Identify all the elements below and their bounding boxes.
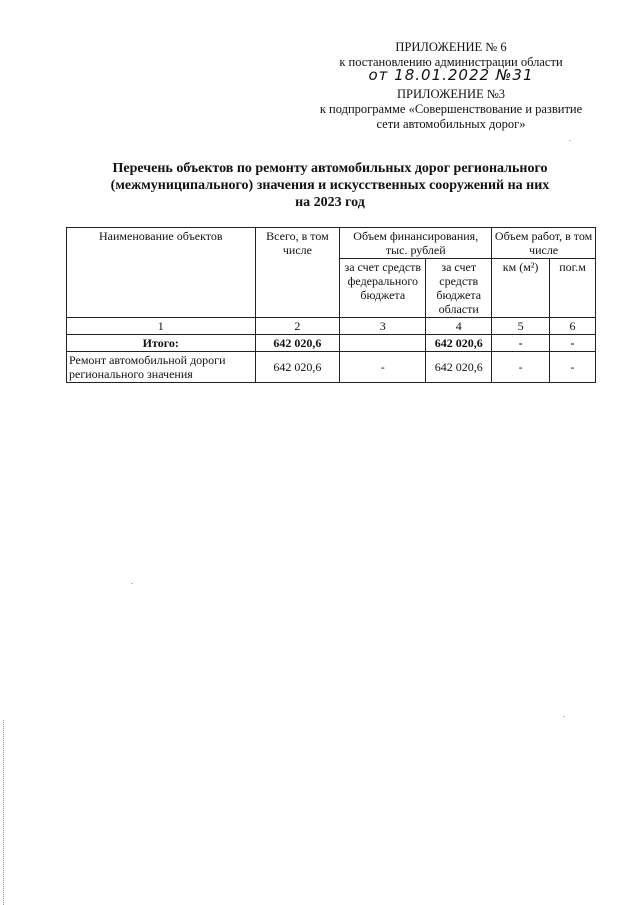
column-number: 2: [255, 318, 340, 335]
row-name: Итого:: [67, 335, 256, 352]
objects-table: [66, 227, 596, 383]
row-km: -: [492, 335, 550, 352]
row-km: -: [492, 352, 550, 383]
scan-speck: [569, 140, 571, 141]
row-federal: -: [340, 352, 426, 383]
row-total: 642 020,6: [255, 335, 340, 352]
column-number: 5: [492, 318, 550, 335]
column-number-row: [67, 318, 596, 335]
document-title: [70, 160, 590, 211]
scan-speck: [563, 716, 565, 717]
row-regional: 642 020,6: [426, 335, 492, 352]
header-financing: Объем финансирования, тыс. рублей: [340, 228, 492, 259]
appendix-3-label: ПРИЛОЖЕНИЕ №3: [396, 87, 506, 101]
header-total: Всего, в том числе: [255, 228, 340, 318]
column-number: 1: [67, 318, 256, 335]
appendix-6-label: ПРИЛОЖЕНИЕ № 6: [395, 40, 507, 54]
handwritten-date-number: от 18.01.2022 №31: [368, 66, 534, 84]
resolution-reference: к постановлению администрации области: [339, 55, 563, 69]
row-total: 642 020,6: [255, 352, 340, 383]
header-work-volume: Объем работ, в том числе: [492, 228, 596, 259]
appendix-header: [306, 40, 596, 132]
header-name: Наименование объектов: [67, 228, 256, 318]
row-pog: -: [550, 352, 596, 383]
subprogram-line-2: сети автомобильных дорог»: [376, 117, 526, 131]
table-row-total: [67, 335, 596, 352]
subprogram-line-1: к подпрограмме «Совершенствование и развитие: [319, 102, 583, 116]
title-line-3: на 2023 год: [295, 195, 365, 210]
scan-speck: [131, 583, 133, 584]
table-row: [67, 352, 596, 383]
column-number: 6: [550, 318, 596, 335]
table-header-row: [67, 228, 596, 259]
row-regional: 642 020,6: [426, 352, 492, 383]
header-km: км (м²): [492, 259, 550, 318]
column-number: 3: [340, 318, 426, 335]
column-number: 4: [426, 318, 492, 335]
title-line-1: Перечень объектов по ремонту автомобильных дорог регионального: [112, 161, 548, 176]
row-federal: [340, 335, 426, 352]
header-regional: за счет средств бюджета области: [426, 259, 492, 318]
row-pog: -: [550, 335, 596, 352]
header-pog: пог.м: [550, 259, 596, 318]
header-federal: за счет средств федерального бюджета: [340, 259, 426, 318]
title-line-2: (межмуниципального) значения и искусственных сооружений на них: [110, 178, 550, 193]
row-name: Ремонт автомобильной дороги регионального значения: [67, 352, 256, 383]
scan-margin-mark: [3, 720, 6, 905]
